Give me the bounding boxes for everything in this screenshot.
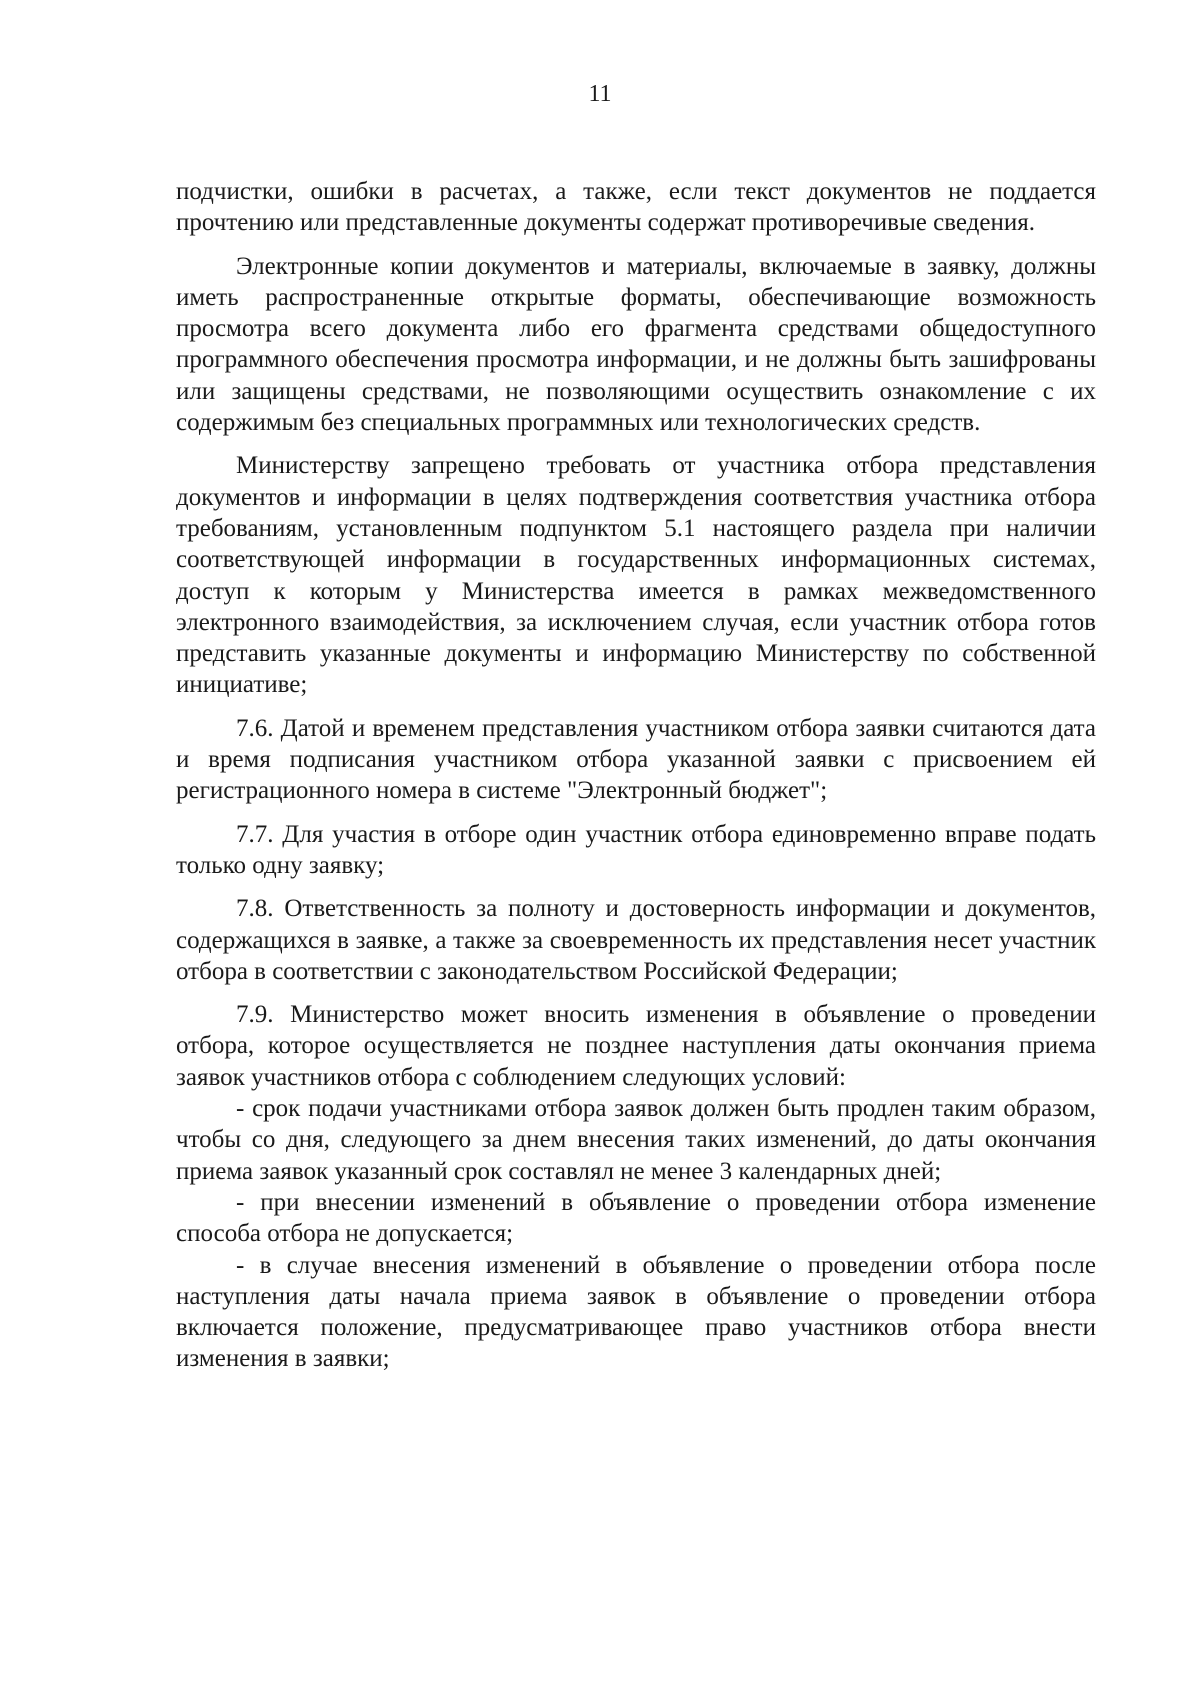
list-item-deadline-extension: - срок подачи участниками отбора заявок должен быть продлен таким образом, чтобы со дня, следующего за днем внесения таких изменений, до даты окончания приема заявок указанный срок составлял не менее 3 календарных дней;: [176, 1095, 1096, 1185]
paragraph-7-9: 7.9. Министерство может вносить изменения в объявление о проведении отбора, которое осуществляется не позднее наступления даты окончания приема заявок участников отбора с соблюдением следующих условий:: [176, 1001, 1096, 1091]
paragraph-7-6: 7.6. Датой и временем представления участником отбора заявки считаются дата и время подписания участником отбора указанной заявки с присвоением ей регистрационного номера в системе "Электронный бюджет";: [176, 714, 1096, 805]
paragraph-continuation: подчистки, ошибки в расчетах, а также, если текст документов не поддается прочтению или представленные документы содержат противоречивые сведения.: [176, 178, 1096, 237]
paragraph-7-7: 7.7. Для участия в отборе один участник отбора единовременно вправе подать только одну заявку;: [176, 820, 1096, 879]
paragraph-ministry-prohibition: Министерству запрещено требовать от участника отбора представления документов и информации в целях подтверждения соответствия участника отбора требованиям, установленным подпунктом 5.1 настоящего раздела при наличии соответствующей информации в государственных информационных системах, доступ к которым у Министерства имеется в рамках межведомственного электронного взаимодействия, за исключением случая, если участник отбора готов представить указанные документы и информацию Министерству по собственной инициативе;: [176, 452, 1096, 699]
page-number: 11: [588, 81, 612, 107]
paragraph-7-8: 7.8. Ответственность за полноту и достоверность информации и документов, содержащихся в заявке, а также за своевременность их представления несет участник отбора в соответствии с законодательством Российской Федерации;: [176, 895, 1096, 985]
list-item-method-unchanged: - при внесении изменений в объявление о проведении отбора изменение способа отбора не допускается;: [176, 1188, 1096, 1248]
paragraph-electronic-copies: Электронные копии документов и материалы, включаемые в заявку, должны иметь распространенные открытые форматы, обеспечивающие возможность просмотра всего документа либо его фрагмента средствами общедоступного программного обеспечения просмотра информации, и не должны быть зашифрованы или защищены средствами, не позволяющими осуществить ознакомление с их содержимым без специальных программных или технологических средств.: [176, 252, 1096, 437]
list-item-right-to-amend: - в случае внесения изменений в объявление о проведении отбора после наступления даты начала приема заявок в объявление о проведении отбора включается положение, предусматривающее право участников отбора внести изменения в заявки;: [176, 1251, 1096, 1373]
document-body: [176, 176, 1096, 1375]
